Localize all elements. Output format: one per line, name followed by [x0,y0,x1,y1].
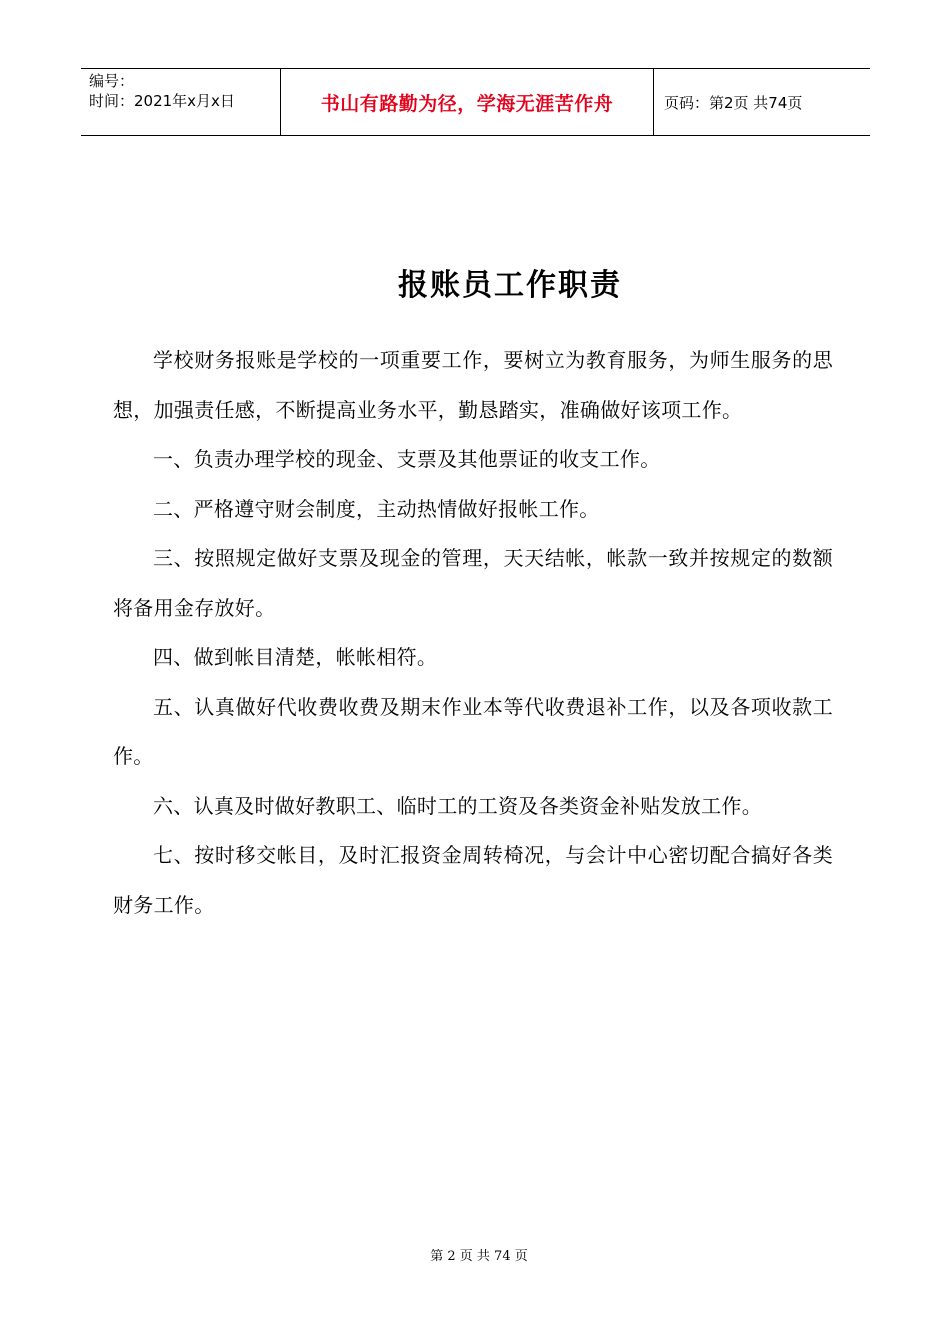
document-body [113,336,833,930]
document-title: 报账员工作职责 [398,268,622,303]
header-motto-cell [281,69,654,135]
page-header [81,68,870,136]
paragraph-item-7: 七、按时移交帐目，及时汇报资金周转椅况，与会计中心密切配合搞好各类财务工作。 [113,843,833,917]
date-label: 时间：2021年x月x日 [89,92,235,110]
page-footer: 第 2 页 共 74 页 [430,1249,528,1264]
paragraph-item-5: 五、认真做好代收费收费及期末作业本等代收费退补工作，以及各项收款工作。 [113,694,833,768]
header-meta-cell [81,69,281,135]
paragraph-item-2: 二、严格遵守财会制度，主动热情做好报帐工作。 [153,496,600,521]
paragraph-item-1: 一、负责办理学校的现金、支票及其他票证的收支工作。 [153,447,661,471]
paragraph-item-3: 三、按照规定做好支票及现金的管理，天天结帐，帐款一致并按规定的数额将备用金存放好。 [113,546,833,620]
paragraph-item-4: 四、做到帐目清楚，帐帐相符。 [153,645,438,669]
serial-number-label: 编号： [89,72,135,90]
header-page-info: 页码：第2页 共74页 [664,93,803,112]
header-motto: 书山有路勤为径，学海无涯苦作舟 [320,92,614,115]
header-page-cell [654,69,870,135]
paragraph-item-6: 六、认真及时做好教职工、临时工的工资及各类资金补贴发放工作。 [153,793,762,818]
paragraph-intro: 学校财务报账是学校的一项重要工作，要树立为教育服务，为师生服务的思想，加强责任感，不断提高业务水平，勤恳踏实，准确做好该项工作。 [113,348,833,422]
